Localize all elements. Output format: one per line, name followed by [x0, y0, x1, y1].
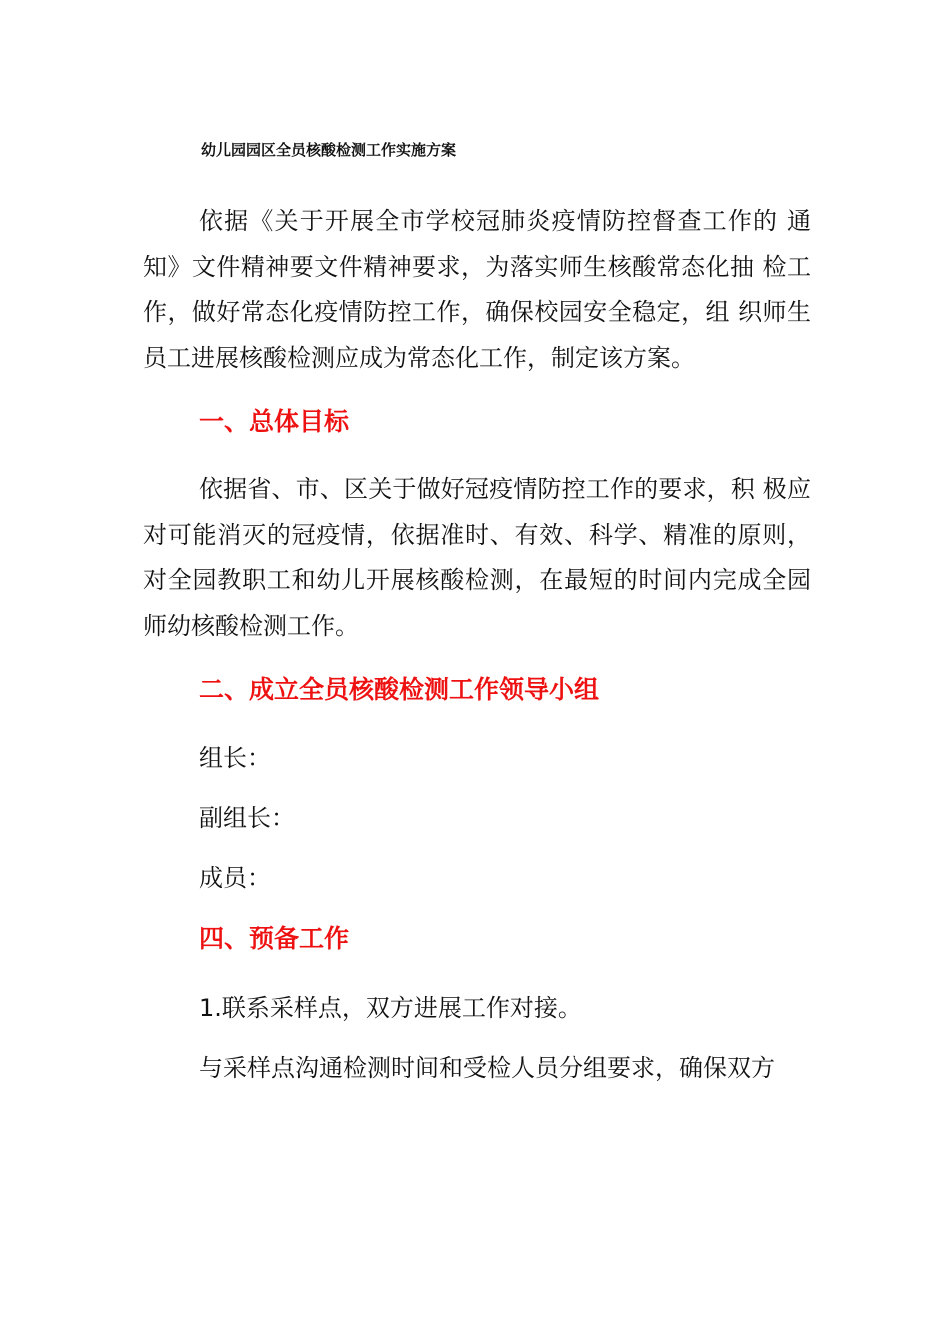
section-heading-preparation: 四、预备工作 — [199, 924, 350, 953]
deputy-leader-line: 副组长： — [199, 804, 295, 832]
preparation-item-1: 1.联系采样点，双方进展工作对接。 — [199, 994, 582, 1022]
group-leader-line: 组长： — [199, 744, 271, 772]
section-heading-leadership-group: 二、成立全员核酸检测工作领导小组 — [199, 675, 600, 704]
members-line: 成员： — [199, 864, 271, 892]
goals-paragraph: 依据省、市、区关于做好冠疫情防控工作的要求，积 极应对可能消灭的冠疫情，依据准时、有效、科学、精准的原则，对全园教职工和幼儿开展核酸检测，在最短的时间内完成全园师幼核酸检测工作。 — [143, 475, 811, 640]
section-heading-goals: 一、总体目标 — [199, 407, 350, 436]
document-title: 幼儿园园区全员核酸检测工作实施方案 — [201, 141, 457, 159]
preparation-text: 与采样点沟通检测时间和受检人员分组要求，确保双方 — [199, 1054, 775, 1082]
intro-paragraph: 依据《关于开展全市学校冠肺炎疫情防控督查工作的 通知》文件精神要文件精神要求，为落实师生核酸常态化抽 检工作，做好常态化疫情防控工作，确保校园安全稳定，组 织师生员工进展核酸检测应成为常态化工作，制定该方案。 — [143, 207, 811, 372]
